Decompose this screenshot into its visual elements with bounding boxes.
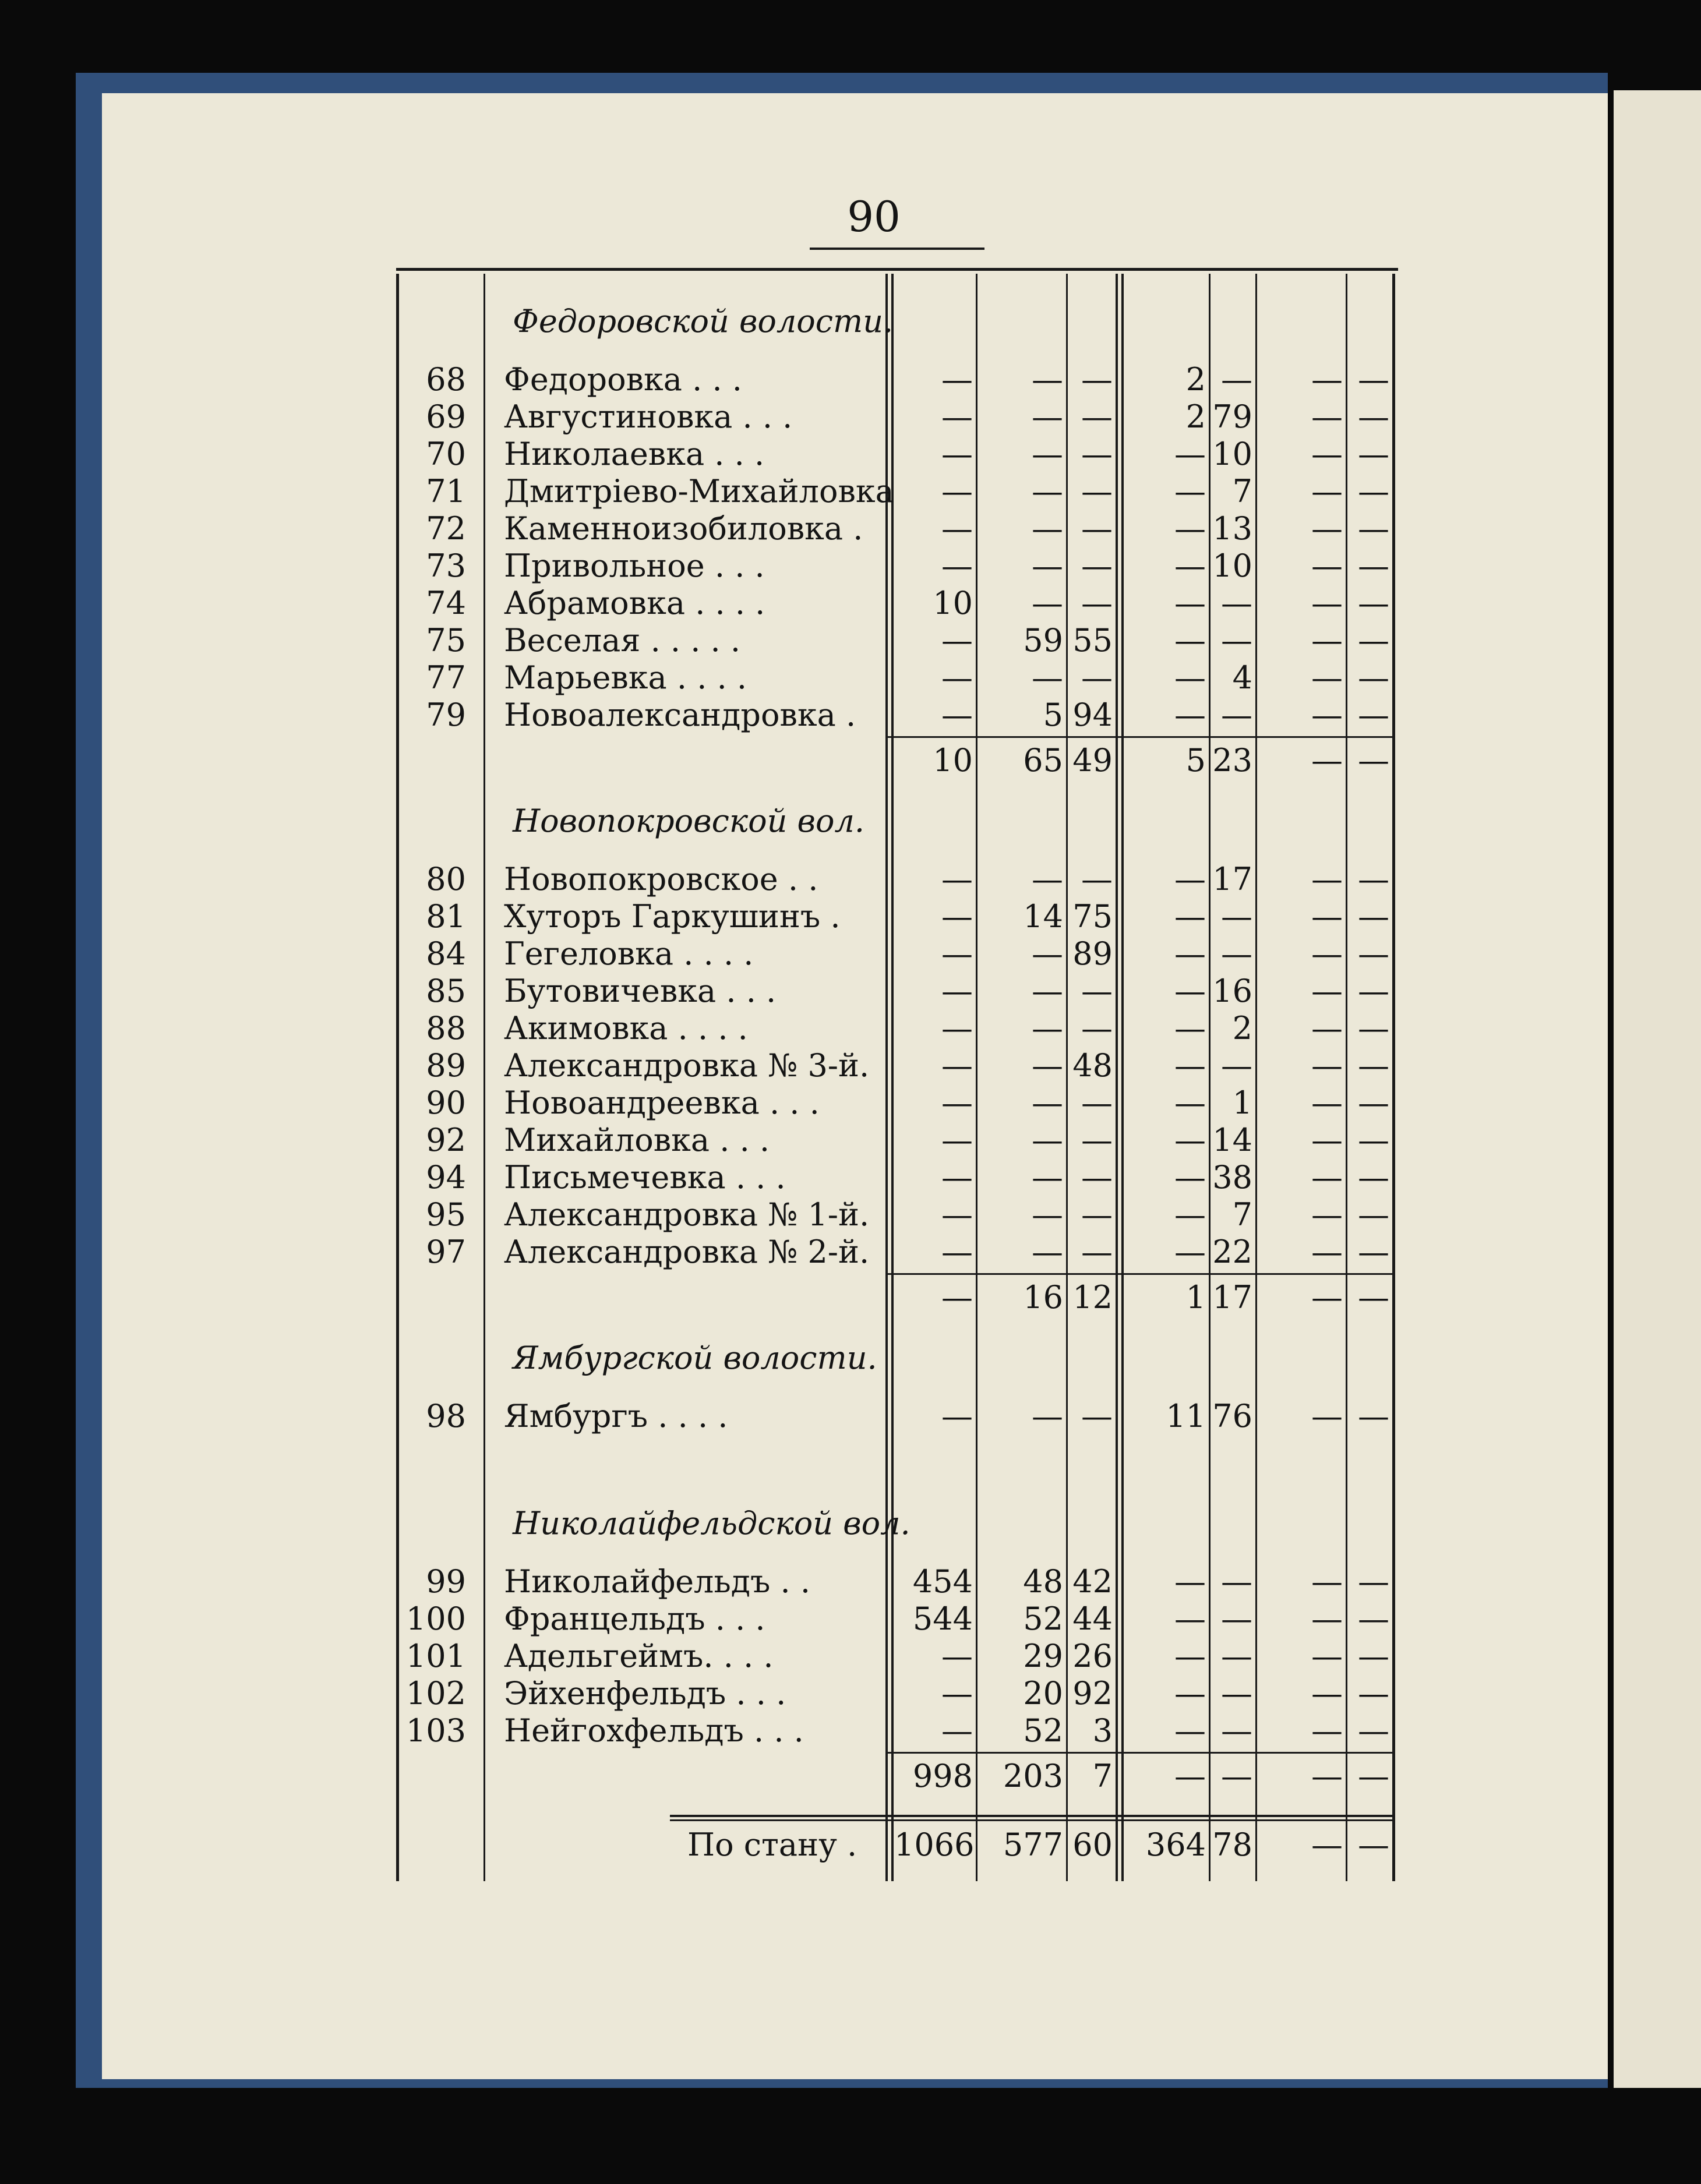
cell-c5: 1: [1232, 1084, 1252, 1121]
cell-c2: —: [1032, 361, 1063, 398]
cell-c6: —: [1311, 1600, 1343, 1637]
section-title: Николайфельдской вол.: [513, 1505, 911, 1542]
subtotal-rule: [885, 1752, 1395, 1754]
row-index: 97: [426, 1234, 466, 1270]
cell-c5: —: [1221, 1047, 1252, 1084]
cell-c1: —: [941, 697, 973, 733]
cell-c1: 544: [912, 1600, 973, 1637]
cell-c7: —: [1358, 861, 1389, 897]
cell-c1: —: [941, 1196, 973, 1233]
cell-c2: —: [1032, 1234, 1063, 1270]
row-name: Новоандреевка . . .: [504, 1084, 820, 1121]
cell-c1: —: [941, 1398, 973, 1434]
subtotal-c6: —: [1311, 1758, 1343, 1794]
subtotal-c3: 49: [1072, 742, 1113, 779]
cell-c3: —: [1081, 361, 1113, 398]
cell-c7: —: [1358, 1122, 1389, 1158]
section-title: Новопокровской вол.: [513, 803, 865, 839]
cell-c6: —: [1311, 473, 1343, 510]
cell-c2: 14: [1023, 898, 1063, 935]
subtotal-c4: 1: [1185, 1279, 1206, 1316]
cell-c1: —: [941, 1010, 973, 1047]
row-name: Адельгеймъ. . . .: [504, 1638, 774, 1674]
subtotal-c5: —: [1221, 1758, 1252, 1794]
grand-total-c1: 1066: [894, 1826, 975, 1863]
cell-c5: —: [1221, 1675, 1252, 1712]
row-name: Новоалександровка .: [504, 697, 856, 733]
cell-c4: —: [1174, 1638, 1206, 1674]
cell-c6: —: [1311, 1159, 1343, 1196]
row-index: 72: [426, 510, 466, 547]
subtotal-c2: 65: [1023, 742, 1063, 779]
cell-c6: —: [1311, 436, 1343, 472]
cell-c2: 29: [1023, 1638, 1063, 1674]
subtotal-c5: 23: [1212, 742, 1252, 779]
cell-c4: —: [1174, 1234, 1206, 1270]
cell-c6: —: [1311, 622, 1343, 659]
cell-c7: —: [1358, 659, 1389, 696]
section-title: Федоровской волости.: [513, 303, 894, 340]
row-name: Акимовка . . . .: [504, 1010, 748, 1047]
cell-c2: 5: [1043, 697, 1063, 733]
cell-c5: 79: [1212, 398, 1252, 435]
cell-c1: —: [941, 1712, 973, 1749]
cell-c5: 10: [1212, 436, 1252, 472]
cell-c7: —: [1358, 1638, 1389, 1674]
subtotal-rule: [885, 1273, 1395, 1275]
cell-c4: —: [1174, 1159, 1206, 1196]
cell-c4: —: [1174, 473, 1206, 510]
cell-c3: 44: [1072, 1600, 1113, 1637]
row-index: 84: [426, 935, 466, 972]
cell-c2: —: [1032, 1084, 1063, 1121]
cell-c4: —: [1174, 1047, 1206, 1084]
cell-c1: 10: [933, 585, 973, 621]
cell-c3: —: [1081, 1398, 1113, 1434]
cell-c4: —: [1174, 1196, 1206, 1233]
cell-c7: —: [1358, 473, 1389, 510]
cell-c7: —: [1358, 1084, 1389, 1121]
row-name: Хуторъ Гаркушинъ .: [504, 898, 841, 935]
cell-c4: —: [1174, 861, 1206, 897]
column-rule: [1066, 274, 1068, 1881]
cell-c2: —: [1032, 659, 1063, 696]
cell-c2: 48: [1023, 1563, 1063, 1600]
cell-c7: —: [1358, 510, 1389, 547]
cell-c3: —: [1081, 510, 1113, 547]
cell-c3: —: [1081, 436, 1113, 472]
row-name: Абрамовка . . . .: [504, 585, 765, 621]
cell-c1: —: [941, 1638, 973, 1674]
page-number: 90: [847, 192, 901, 241]
cell-c5: —: [1221, 1712, 1252, 1749]
cell-c2: —: [1032, 1010, 1063, 1047]
row-index: 92: [426, 1122, 466, 1158]
cell-c5: —: [1221, 1600, 1252, 1637]
cell-c4: —: [1174, 622, 1206, 659]
cell-c5: —: [1221, 697, 1252, 733]
cell-c6: —: [1311, 861, 1343, 897]
cell-c6: —: [1311, 1563, 1343, 1600]
cell-c2: 20: [1023, 1675, 1063, 1712]
cell-c6: —: [1311, 510, 1343, 547]
row-index: 74: [426, 585, 466, 621]
cell-c1: —: [941, 547, 973, 584]
cell-c5: 13: [1212, 510, 1252, 547]
cell-c7: —: [1358, 1159, 1389, 1196]
grand-total-label: По стану .: [687, 1826, 857, 1863]
row-index: 101: [405, 1638, 466, 1674]
row-index: 81: [426, 898, 466, 935]
row-name: Францельдъ . . .: [504, 1600, 765, 1637]
cell-c4: 11: [1166, 1398, 1206, 1434]
row-index: 73: [426, 547, 466, 584]
cell-c6: —: [1311, 1084, 1343, 1121]
cell-c4: —: [1174, 1563, 1206, 1600]
cell-c6: —: [1311, 361, 1343, 398]
cell-c7: —: [1358, 1600, 1389, 1637]
cell-c3: 3: [1092, 1712, 1113, 1749]
row-index: 90: [426, 1084, 466, 1121]
cell-c5: —: [1221, 1638, 1252, 1674]
cell-c6: —: [1311, 1712, 1343, 1749]
row-name: Бутовичевка . . .: [504, 973, 777, 1009]
cell-c3: —: [1081, 585, 1113, 621]
row-name: Веселая . . . . .: [504, 622, 741, 659]
cell-c7: —: [1358, 622, 1389, 659]
cell-c4: —: [1174, 510, 1206, 547]
cell-c5: —: [1221, 622, 1252, 659]
cell-c5: 22: [1212, 1234, 1252, 1270]
section-title: Ямбургской волости.: [513, 1340, 877, 1376]
cell-c2: —: [1032, 547, 1063, 584]
cell-c3: —: [1081, 547, 1113, 584]
cell-c7: —: [1358, 1047, 1389, 1084]
subtotal-c1: 998: [912, 1758, 973, 1794]
cell-c2: 59: [1023, 622, 1063, 659]
row-index: 99: [426, 1563, 466, 1600]
cell-c7: —: [1358, 398, 1389, 435]
cell-c3: 42: [1072, 1563, 1113, 1600]
subtotal-c7: —: [1358, 1279, 1389, 1316]
row-name: Михайловка . . .: [504, 1122, 770, 1158]
column-rule: [891, 274, 894, 1881]
subtotal-c3: 12: [1072, 1279, 1113, 1316]
cell-c6: —: [1311, 1122, 1343, 1158]
row-name: Августиновка . . .: [504, 398, 793, 435]
cell-c6: —: [1311, 1675, 1343, 1712]
cell-c1: —: [941, 510, 973, 547]
cell-c2: —: [1032, 510, 1063, 547]
cell-c5: 38: [1212, 1159, 1252, 1196]
row-name: Эйхенфельдъ . . .: [504, 1675, 786, 1712]
subtotal-c2: 203: [1003, 1758, 1063, 1794]
cell-c6: —: [1311, 1196, 1343, 1233]
cell-c6: —: [1311, 585, 1343, 621]
cell-c4: 2: [1185, 398, 1206, 435]
cell-c4: —: [1174, 1675, 1206, 1712]
cell-c2: 52: [1023, 1712, 1063, 1749]
cell-c7: —: [1358, 1398, 1389, 1434]
cell-c5: 16: [1212, 973, 1252, 1009]
cell-c7: —: [1358, 436, 1389, 472]
cell-c2: —: [1032, 473, 1063, 510]
cell-c3: 75: [1072, 898, 1113, 935]
cell-c1: —: [941, 1122, 973, 1158]
cell-c2: —: [1032, 973, 1063, 1009]
cell-c4: —: [1174, 436, 1206, 472]
cell-c7: —: [1358, 973, 1389, 1009]
cell-c3: —: [1081, 473, 1113, 510]
subtotal-c7: —: [1358, 742, 1389, 779]
cell-c5: 10: [1212, 547, 1252, 584]
row-index: 80: [426, 861, 466, 897]
cell-c4: —: [1174, 1010, 1206, 1047]
cell-c1: —: [941, 659, 973, 696]
cell-c7: —: [1358, 898, 1389, 935]
cell-c2: —: [1032, 1196, 1063, 1233]
grand-total-c5: 78: [1212, 1826, 1252, 1863]
subtotal-c3: 7: [1092, 1758, 1113, 1794]
cell-c7: —: [1358, 361, 1389, 398]
row-name: Александровка № 2-й.: [504, 1234, 870, 1270]
cell-c1: —: [941, 1159, 973, 1196]
cell-c1: —: [941, 398, 973, 435]
cell-c5: —: [1221, 1563, 1252, 1600]
cell-c4: 2: [1185, 361, 1206, 398]
row-index: 69: [426, 398, 466, 435]
grand-total-c7: —: [1358, 1826, 1389, 1863]
cell-c4: —: [1174, 1712, 1206, 1749]
row-name: Каменноизобиловка .: [504, 510, 863, 547]
cell-c4: —: [1174, 697, 1206, 733]
cell-c2: —: [1032, 1122, 1063, 1158]
cell-c6: —: [1311, 1234, 1343, 1270]
row-index: 102: [405, 1675, 466, 1712]
row-index: 88: [426, 1010, 466, 1047]
cell-c7: —: [1358, 697, 1389, 733]
row-index: 68: [426, 361, 466, 398]
grand-total-c6: —: [1311, 1826, 1343, 1863]
cell-c1: 454: [912, 1563, 973, 1600]
cell-c1: —: [941, 935, 973, 972]
cell-c3: —: [1081, 1234, 1113, 1270]
cell-c6: —: [1311, 1047, 1343, 1084]
cell-c4: —: [1174, 585, 1206, 621]
cell-c2: —: [1032, 436, 1063, 472]
cell-c5: —: [1221, 935, 1252, 972]
cell-c1: —: [941, 436, 973, 472]
cell-c3: —: [1081, 1084, 1113, 1121]
row-name: Александровка № 3-й.: [504, 1047, 870, 1084]
cell-c6: —: [1311, 973, 1343, 1009]
cell-c3: 92: [1072, 1675, 1113, 1712]
cell-c6: —: [1311, 1010, 1343, 1047]
grand-total-c3: 60: [1072, 1826, 1113, 1863]
column-rule: [1346, 274, 1347, 1881]
cell-c2: —: [1032, 1398, 1063, 1434]
cell-c3: —: [1081, 1159, 1113, 1196]
row-index: 70: [426, 436, 466, 472]
cell-c2: —: [1032, 935, 1063, 972]
cell-c5: 76: [1212, 1398, 1252, 1434]
row-name: Нейгохфельдъ . . .: [504, 1712, 804, 1749]
cell-c7: —: [1358, 585, 1389, 621]
cell-c5: 4: [1232, 659, 1252, 696]
cell-c4: —: [1174, 1600, 1206, 1637]
cell-c6: —: [1311, 398, 1343, 435]
row-index: 79: [426, 697, 466, 733]
grand-total-rule-2: [670, 1819, 1395, 1821]
grand-total-c4: 364: [1145, 1826, 1206, 1863]
cell-c7: —: [1358, 1712, 1389, 1749]
cell-c2: —: [1032, 861, 1063, 897]
cell-c3: —: [1081, 1122, 1113, 1158]
cell-c7: —: [1358, 1234, 1389, 1270]
cell-c6: —: [1311, 697, 1343, 733]
page-number-rule: [810, 248, 984, 250]
cell-c1: —: [941, 1234, 973, 1270]
column-rule: [1116, 274, 1118, 1881]
cell-c6: —: [1311, 935, 1343, 972]
row-index: 98: [426, 1398, 466, 1434]
subtotal-rule: [885, 736, 1395, 738]
row-name: Николаевка . . .: [504, 436, 765, 472]
grand-total-c2: 577: [1003, 1826, 1063, 1863]
cell-c2: —: [1032, 1047, 1063, 1084]
row-name: Новопокровское . .: [504, 861, 818, 897]
row-index: 77: [426, 659, 466, 696]
row-index: 94: [426, 1159, 466, 1196]
subtotal-c4: —: [1174, 1758, 1206, 1794]
cell-c1: —: [941, 973, 973, 1009]
cell-c5: —: [1221, 361, 1252, 398]
subtotal-c1: 10: [933, 742, 973, 779]
cell-c4: —: [1174, 1084, 1206, 1121]
cell-c1: —: [941, 1675, 973, 1712]
cell-c4: —: [1174, 547, 1206, 584]
cell-c2: —: [1032, 585, 1063, 621]
cell-c2: —: [1032, 398, 1063, 435]
cell-c4: —: [1174, 659, 1206, 696]
cell-c2: 52: [1023, 1600, 1063, 1637]
row-name: Александровка № 1-й.: [504, 1196, 870, 1233]
cell-c1: —: [941, 1084, 973, 1121]
row-name: Привольное . . .: [504, 547, 765, 584]
cell-c5: 2: [1232, 1010, 1252, 1047]
cell-c6: —: [1311, 547, 1343, 584]
cell-c3: —: [1081, 659, 1113, 696]
cell-c4: —: [1174, 1122, 1206, 1158]
column-rule: [976, 274, 977, 1881]
cell-c6: —: [1311, 898, 1343, 935]
subtotal-c5: 17: [1212, 1279, 1252, 1316]
row-index: 75: [426, 622, 466, 659]
row-name: Дмитріево-Михайловка: [504, 473, 894, 510]
cell-c5: 14: [1212, 1122, 1252, 1158]
cell-c3: —: [1081, 973, 1113, 1009]
subtotal-c7: —: [1358, 1758, 1389, 1794]
row-name: Гегеловка . . . .: [504, 935, 754, 972]
row-index: 89: [426, 1047, 466, 1084]
cell-c7: —: [1358, 1675, 1389, 1712]
cell-c3: 94: [1072, 697, 1113, 733]
cell-c5: 7: [1232, 473, 1252, 510]
cell-c1: —: [941, 473, 973, 510]
subtotal-c6: —: [1311, 742, 1343, 779]
cell-c6: —: [1311, 1398, 1343, 1434]
grand-total-rule: [670, 1815, 1395, 1817]
cell-c4: —: [1174, 973, 1206, 1009]
cell-c5: 17: [1212, 861, 1252, 897]
row-index: 103: [405, 1712, 466, 1749]
cell-c3: —: [1081, 1010, 1113, 1047]
cell-c1: —: [941, 1047, 973, 1084]
cell-c3: —: [1081, 398, 1113, 435]
cell-c3: 55: [1072, 622, 1113, 659]
column-rule: [1121, 274, 1124, 1881]
row-name: Марьевка . . . .: [504, 659, 747, 696]
row-name: Ямбургъ . . . .: [504, 1398, 728, 1434]
subtotal-c1: —: [941, 1279, 973, 1316]
cell-c7: —: [1358, 547, 1389, 584]
cell-c3: 89: [1072, 935, 1113, 972]
cell-c1: —: [941, 622, 973, 659]
cell-c2: —: [1032, 1159, 1063, 1196]
cell-c1: —: [941, 861, 973, 897]
cell-c7: —: [1358, 935, 1389, 972]
cell-c5: —: [1221, 898, 1252, 935]
cell-c6: —: [1311, 1638, 1343, 1674]
column-rule: [484, 274, 485, 1881]
cell-c4: —: [1174, 935, 1206, 972]
column-rule: [1255, 274, 1257, 1881]
cell-c6: —: [1311, 659, 1343, 696]
cell-c3: 48: [1072, 1047, 1113, 1084]
cell-c1: —: [941, 361, 973, 398]
row-index: 95: [426, 1196, 466, 1233]
table-top-rule: [396, 268, 1398, 271]
cell-c1: —: [941, 898, 973, 935]
cell-c7: —: [1358, 1010, 1389, 1047]
facing-page: [1614, 90, 1701, 2088]
cell-c3: —: [1081, 1196, 1113, 1233]
cell-c7: —: [1358, 1196, 1389, 1233]
cell-c5: —: [1221, 585, 1252, 621]
cell-c7: —: [1358, 1563, 1389, 1600]
column-rule: [1392, 274, 1395, 1881]
row-index: 71: [426, 473, 466, 510]
row-name: Федоровка . . .: [504, 361, 742, 398]
row-name: Николайфельдъ . .: [504, 1563, 811, 1600]
subtotal-c4: 5: [1185, 742, 1206, 779]
column-rule: [885, 274, 888, 1881]
row-name: Письмечевка . . .: [504, 1159, 786, 1196]
cell-c3: 26: [1072, 1638, 1113, 1674]
cell-c3: —: [1081, 861, 1113, 897]
cell-c5: 7: [1232, 1196, 1252, 1233]
cell-c4: —: [1174, 898, 1206, 935]
column-rule: [1209, 274, 1211, 1881]
row-index: 85: [426, 973, 466, 1009]
subtotal-c2: 16: [1023, 1279, 1063, 1316]
row-index: 100: [405, 1600, 466, 1637]
subtotal-c6: —: [1311, 1279, 1343, 1316]
